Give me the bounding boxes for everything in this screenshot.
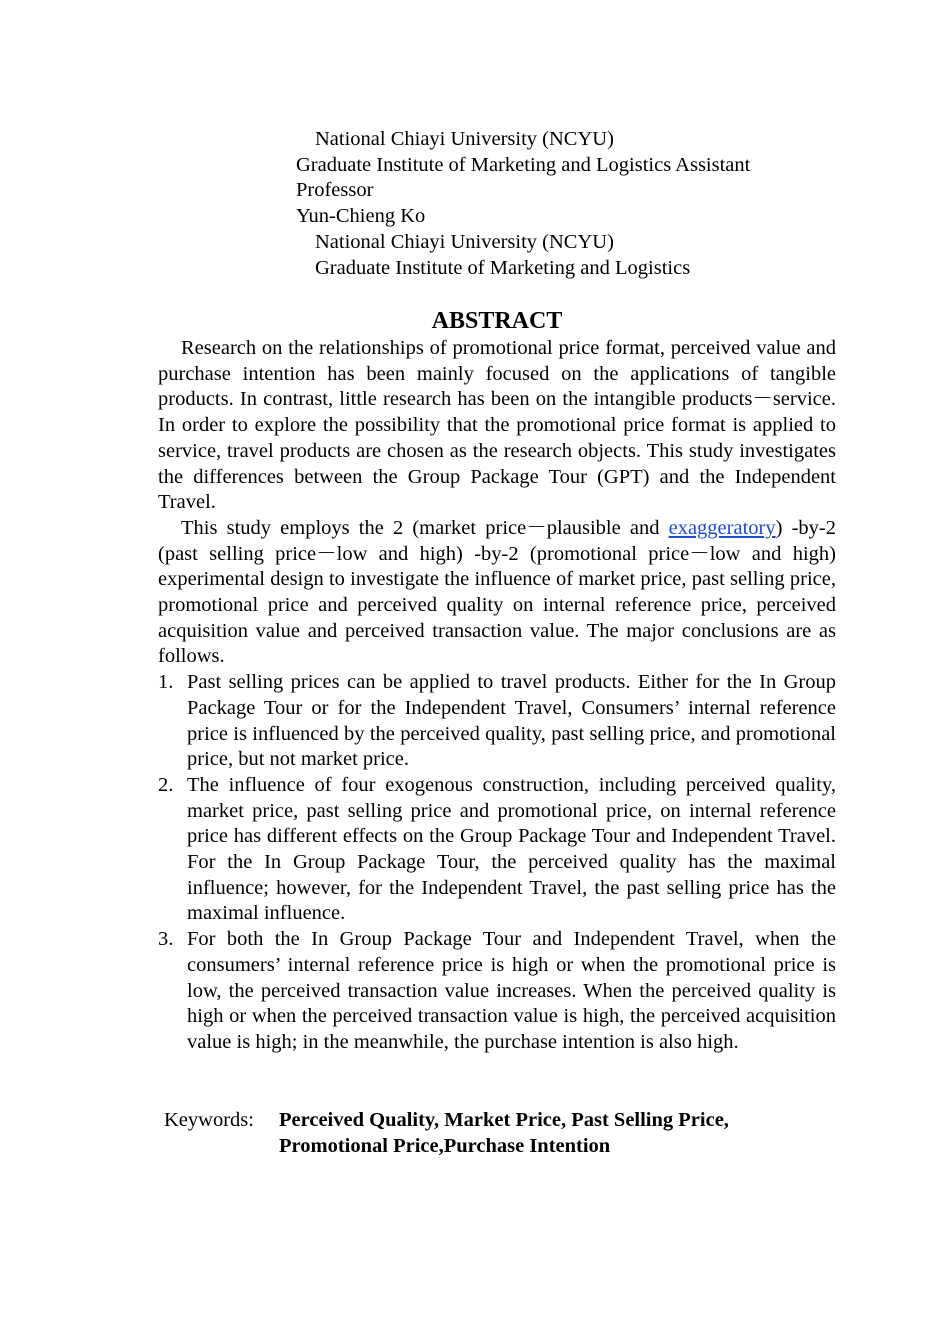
list-number: 3. — [158, 928, 174, 951]
list-item — [158, 927, 836, 1056]
abstract-paragraph — [158, 516, 836, 670]
paragraph-text: ) -by-2 (past selling price－low and high) -by-2 (promotional price－low and high) experimental design to investigate the influence of market price, past selling price, promotional price and perceived quality on internal reference price, perceived acquisition value and perceived transaction value. The major conclusions are as follows. — [158, 516, 836, 668]
keywords-list — [279, 1108, 729, 1159]
list-number: 2. — [158, 773, 174, 796]
keywords-line: Perceived Quality, Market Price, Past Selling Price, — [279, 1109, 729, 1131]
list-text: For both the In Group Package Tour and Independent Travel, when the consumers’ internal reference price is high or when the promotional price is low, the perceived transaction value increases. When the perceived quality is high or when the perceived transaction value is high, the perceived acquisition value is high; in the meanwhile, the purchase intention is also high. — [187, 928, 836, 1053]
affiliation-line: National Chiayi University (NCYU) — [315, 128, 614, 150]
list-number: 1. — [158, 671, 174, 694]
affiliation-line: National Chiayi University (NCYU) — [315, 230, 614, 253]
abstract-body — [158, 336, 836, 1056]
list-text: Past selling prices can be applied to travel products. Either for the In Group Package Tour or for the Independent Travel, Consumers’ internal reference price is influenced by the perceived quality, past selling price, and promotional price, but not market price. — [187, 671, 836, 771]
exaggeratory-link[interactable]: exaggeratory — [668, 516, 776, 539]
affiliation-line: Professor — [296, 179, 374, 202]
author-name: Yun-Chieng Ko — [296, 205, 426, 228]
affiliation-line: Graduate Institute of Marketing and Logistics Assistant — [296, 153, 751, 176]
conclusions-list — [158, 670, 836, 1056]
keywords-line: Promotional Price,Purchase Intention — [279, 1134, 611, 1157]
list-item — [158, 773, 836, 927]
abstract-paragraph: Research on the relationships of promotional price format, perceived value and purchase intention has been mainly focused on the applications of tangible products. In contrast, little research has been on the intangible products－service. In order to explore the possibility that the promotional price format is applied to service, travel products are chosen as the research objects. This study investigates the differences between the Group Package Tour (GPT) and the Independent Travel. — [158, 337, 836, 514]
affiliation-line: Graduate Institute of Marketing and Logistics — [315, 256, 691, 279]
list-item — [158, 670, 836, 773]
author-affiliations — [296, 127, 816, 281]
keywords-section — [164, 1108, 836, 1159]
keywords-label: Keywords: — [164, 1109, 254, 1131]
paragraph-text: This study employs the 2 (market price－plausible and — [181, 516, 669, 539]
abstract-title: ABSTRACT — [431, 308, 563, 334]
list-text: The influence of four exogenous construction, including perceived quality, market price, past selling price and promotional price, on internal reference price has different effects on the Group Package Tour and Independent Travel. For the In Group Package Tour, the perceived quality has the maximal influence; however, for the Independent Travel, the past selling price has the maximal influence. — [187, 773, 836, 925]
